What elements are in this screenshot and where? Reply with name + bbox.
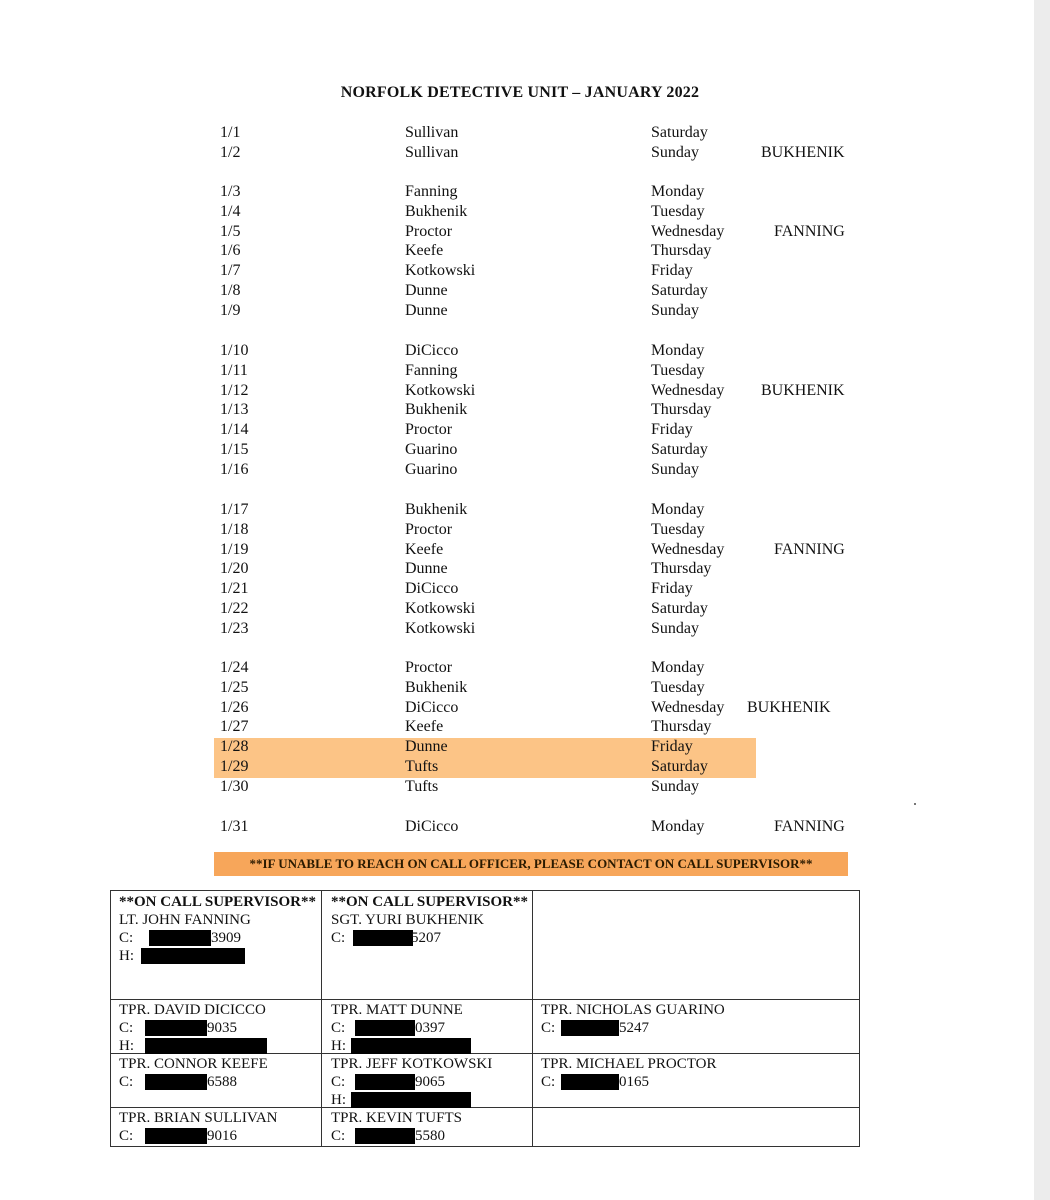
schedule-day: Monday <box>651 659 705 676</box>
schedule-row <box>0 737 1040 757</box>
schedule-row <box>0 182 1040 202</box>
contact-table <box>110 890 860 1147</box>
schedule-day: Thursday <box>651 401 712 419</box>
schedule-supervisor: BUKHENIK <box>761 381 845 399</box>
schedule-row <box>0 678 1040 698</box>
cell-phone-suffix: 6588 <box>207 1074 237 1090</box>
supervisor-name: LT. JOHN FANNING <box>119 912 251 928</box>
notice-banner: **IF UNABLE TO REACH ON CALL OFFICER, PLEASE CONTACT ON CALL SUPERVISOR** <box>214 852 848 876</box>
schedule-date: 1/13 <box>220 401 249 419</box>
schedule-officer: Kotkowski <box>405 600 476 617</box>
schedule-officer: Kotkowski <box>405 619 476 637</box>
schedule-officer: Guarino <box>405 441 458 458</box>
cell-phone-label: C: <box>119 1128 134 1144</box>
schedule-day: Monday <box>651 183 705 200</box>
schedule-date: 1/20 <box>220 560 249 578</box>
cell-phone-label: C: <box>119 1020 134 1036</box>
schedule-date: 1/7 <box>220 262 241 280</box>
schedule-date: 1/4 <box>220 202 241 220</box>
redaction-bar <box>351 1092 471 1108</box>
supervisor-heading: **ON CALL SUPERVISOR** <box>119 894 317 910</box>
schedule-day: Thursday <box>651 718 712 736</box>
officer-cell-guarino <box>541 1001 841 1037</box>
schedule-day: Saturday <box>651 124 708 141</box>
schedule-row <box>0 241 1040 261</box>
redaction-bar <box>145 1020 207 1036</box>
schedule-date: 1/19 <box>220 540 249 558</box>
schedule-row <box>0 202 1040 222</box>
cell-phone-suffix: 5580 <box>415 1128 445 1144</box>
schedule-day: Sunday <box>651 619 699 637</box>
schedule-day: Tuesday <box>651 520 705 538</box>
schedule-row <box>0 123 1040 143</box>
cell-phone-label: C: <box>331 1020 346 1036</box>
schedule-date: 1/16 <box>220 460 249 478</box>
schedule-officer: DiCicco <box>405 698 459 716</box>
officer-cell-dicicco <box>119 1001 319 1055</box>
officer-name: TPR. KEVIN TUFTS <box>331 1110 462 1126</box>
officer-cell-tufts <box>331 1109 531 1145</box>
schedule-date: 1/8 <box>220 282 241 299</box>
officer-name: TPR. DAVID DICICCO <box>119 1002 266 1018</box>
cell-phone-label: C: <box>541 1020 556 1036</box>
schedule-date: 1/14 <box>220 421 249 439</box>
cell-phone-label: C: <box>541 1074 556 1090</box>
schedule-day: Sunday <box>651 301 699 319</box>
scan-speck <box>914 803 916 805</box>
schedule-officer: Proctor <box>405 421 453 439</box>
redaction-bar <box>145 1128 207 1144</box>
schedule-officer: Proctor <box>405 520 453 538</box>
schedule-row <box>0 559 1040 579</box>
home-phone-label: H: <box>331 1038 346 1054</box>
schedule-officer: Guarino <box>405 460 458 478</box>
schedule-date: 1/11 <box>220 361 248 379</box>
schedule-supervisor: FANNING <box>774 222 845 240</box>
schedule-day: Monday <box>651 818 705 835</box>
schedule-date: 1/18 <box>220 520 249 538</box>
schedule-day: Friday <box>651 421 693 439</box>
schedule-officer: Tufts <box>405 758 439 775</box>
schedule-date: 1/15 <box>220 441 249 458</box>
schedule-day: Tuesday <box>651 202 705 220</box>
schedule-row <box>0 420 1040 440</box>
schedule-day: Sunday <box>651 460 699 478</box>
cell-phone-suffix: 9035 <box>207 1020 237 1036</box>
schedule-officer: Keefe <box>405 718 444 736</box>
schedule-day: Sunday <box>651 777 699 795</box>
schedule-day: Saturday <box>651 441 708 458</box>
cell-phone-suffix: 5247 <box>619 1020 649 1036</box>
schedule-row <box>0 261 1040 281</box>
cell-phone-label: C: <box>331 930 346 946</box>
schedule-officer: Bukhenik <box>405 202 468 220</box>
schedule-row <box>0 619 1040 639</box>
schedule-officer: Bukhenik <box>405 401 468 419</box>
schedule-officer: DiCicco <box>405 818 459 835</box>
schedule-row <box>0 361 1040 381</box>
schedule-officer: Proctor <box>405 222 453 240</box>
schedule-row <box>0 757 1040 777</box>
schedule-row <box>0 579 1040 599</box>
schedule-officer: Sullivan <box>405 143 459 161</box>
schedule-row <box>0 717 1040 737</box>
schedule-supervisor: FANNING <box>774 818 845 835</box>
schedule-date: 1/29 <box>220 758 249 775</box>
schedule-day: Thursday <box>651 242 712 260</box>
schedule-date: 1/6 <box>220 242 241 260</box>
redaction-bar <box>149 930 211 946</box>
document-title: NORFOLK DETECTIVE UNIT – JANUARY 2022 <box>340 84 700 101</box>
schedule-date: 1/10 <box>220 342 249 359</box>
redaction-bar <box>561 1020 619 1036</box>
schedule-row <box>0 341 1040 361</box>
schedule-row <box>0 599 1040 619</box>
schedule-supervisor: FANNING <box>774 540 845 558</box>
schedule-date: 1/23 <box>220 619 249 637</box>
officer-cell-sullivan <box>119 1109 319 1145</box>
cell-phone-suffix: 0397 <box>415 1020 445 1036</box>
schedule-officer: Keefe <box>405 540 444 558</box>
home-phone-label: H: <box>119 1038 134 1054</box>
schedule-officer: Fanning <box>405 361 458 379</box>
schedule-date: 1/25 <box>220 678 249 696</box>
schedule-officer: Kotkowski <box>405 262 476 280</box>
officer-name: TPR. CONNOR KEEFE <box>119 1056 268 1072</box>
schedule-date: 1/17 <box>220 501 249 518</box>
schedule-row <box>0 400 1040 420</box>
cell-phone-suffix: 3909 <box>211 930 241 946</box>
schedule-day: Wednesday <box>651 540 725 558</box>
officer-cell-keefe <box>119 1055 319 1091</box>
schedule-date: 1/3 <box>220 183 241 200</box>
officer-cell-dunne <box>331 1001 531 1055</box>
home-phone-label: H: <box>119 948 134 964</box>
schedule-row <box>0 143 1040 163</box>
schedule-day: Tuesday <box>651 678 705 696</box>
schedule-officer: Kotkowski <box>405 381 476 399</box>
officer-cell-proctor <box>541 1055 841 1091</box>
schedule-officer: Dunne <box>405 301 448 319</box>
schedule-officer: Sullivan <box>405 124 459 141</box>
schedule-officer: DiCicco <box>405 342 459 359</box>
schedule-day: Friday <box>651 738 693 756</box>
redaction-bar <box>561 1074 619 1090</box>
redaction-bar <box>141 948 245 964</box>
schedule-date: 1/9 <box>220 301 241 319</box>
schedule-row <box>0 281 1040 301</box>
supervisor-heading: **ON CALL SUPERVISOR** <box>331 894 529 910</box>
schedule-date: 1/27 <box>220 718 249 736</box>
schedule-row <box>0 460 1040 480</box>
schedule-date: 1/28 <box>220 738 249 756</box>
officer-cell-kotkowski <box>331 1055 531 1109</box>
schedule-row <box>0 658 1040 678</box>
redaction-bar <box>351 1038 471 1054</box>
schedule-row <box>0 500 1040 520</box>
schedule-day: Saturday <box>651 600 708 617</box>
redaction-bar <box>355 1020 415 1036</box>
officer-name: TPR. MATT DUNNE <box>331 1002 463 1018</box>
schedule-date: 1/31 <box>220 818 249 835</box>
schedule-day: Monday <box>651 342 705 359</box>
schedule-date: 1/26 <box>220 698 249 716</box>
schedule-date: 1/24 <box>220 659 249 676</box>
cell-phone-label: C: <box>331 1128 346 1144</box>
cell-phone-suffix: 9065 <box>415 1074 445 1090</box>
schedule-row <box>0 301 1040 321</box>
schedule-day: Saturday <box>651 758 708 775</box>
cell-phone-suffix: 0165 <box>619 1074 649 1090</box>
schedule-date: 1/12 <box>220 381 249 399</box>
cell-phone-suffix: 5207 <box>411 930 441 946</box>
schedule-supervisor: BUKHENIK <box>747 698 831 716</box>
redaction-bar <box>145 1074 207 1090</box>
redaction-bar <box>353 930 413 946</box>
schedule-day: Wednesday <box>651 698 725 716</box>
schedule-row <box>0 381 1040 401</box>
schedule-date: 1/22 <box>220 600 249 617</box>
schedule-day: Sunday <box>651 143 699 161</box>
schedule-officer: DiCicco <box>405 580 459 598</box>
schedule-date: 1/21 <box>220 580 249 598</box>
schedule-day: Saturday <box>651 282 708 299</box>
schedule-row <box>0 698 1040 718</box>
schedule-officer: Bukhenik <box>405 678 468 696</box>
redaction-bar <box>145 1038 267 1054</box>
schedule-officer: Fanning <box>405 183 458 200</box>
supervisor-name: SGT. YURI BUKHENIK <box>331 912 484 928</box>
schedule-row <box>0 440 1040 460</box>
schedule-row <box>0 777 1040 797</box>
officer-name: TPR. JEFF KOTKOWSKI <box>331 1056 493 1072</box>
schedule-day: Wednesday <box>651 222 725 240</box>
supervisor-cell-fanning <box>119 893 319 965</box>
schedule-officer: Bukhenik <box>405 501 468 518</box>
schedule-officer: Dunne <box>405 560 448 578</box>
schedule-day: Monday <box>651 501 705 518</box>
redaction-bar <box>355 1074 415 1090</box>
schedule-date: 1/2 <box>220 143 241 161</box>
schedule-day: Friday <box>651 262 693 280</box>
schedule-date: 1/1 <box>220 124 241 141</box>
grid-line <box>111 999 859 1000</box>
schedule-row <box>0 540 1040 560</box>
schedule-supervisor: BUKHENIK <box>761 143 845 161</box>
officer-name: TPR. MICHAEL PROCTOR <box>541 1056 717 1072</box>
officer-name: TPR. BRIAN SULLIVAN <box>119 1110 278 1126</box>
cell-phone-label: C: <box>119 930 134 946</box>
schedule-row <box>0 222 1040 242</box>
home-phone-label: H: <box>331 1092 346 1108</box>
schedule-row <box>0 817 1040 837</box>
schedule-day: Friday <box>651 580 693 598</box>
schedule-day: Thursday <box>651 560 712 578</box>
schedule-officer: Proctor <box>405 659 453 676</box>
schedule-date: 1/5 <box>220 222 241 240</box>
supervisor-cell-bukhenik <box>331 893 531 947</box>
schedule-date: 1/30 <box>220 777 249 795</box>
schedule-row <box>0 520 1040 540</box>
cell-phone-label: C: <box>119 1074 134 1090</box>
schedule-officer: Dunne <box>405 738 448 756</box>
schedule-officer: Tufts <box>405 777 439 795</box>
schedule-officer: Keefe <box>405 242 444 260</box>
redaction-bar <box>355 1128 415 1144</box>
cell-phone-label: C: <box>331 1074 346 1090</box>
schedule-officer: Dunne <box>405 282 448 299</box>
schedule-day: Tuesday <box>651 361 705 379</box>
schedule-day: Wednesday <box>651 381 725 399</box>
officer-name: TPR. NICHOLAS GUARINO <box>541 1002 725 1018</box>
cell-phone-suffix: 9016 <box>207 1128 237 1144</box>
